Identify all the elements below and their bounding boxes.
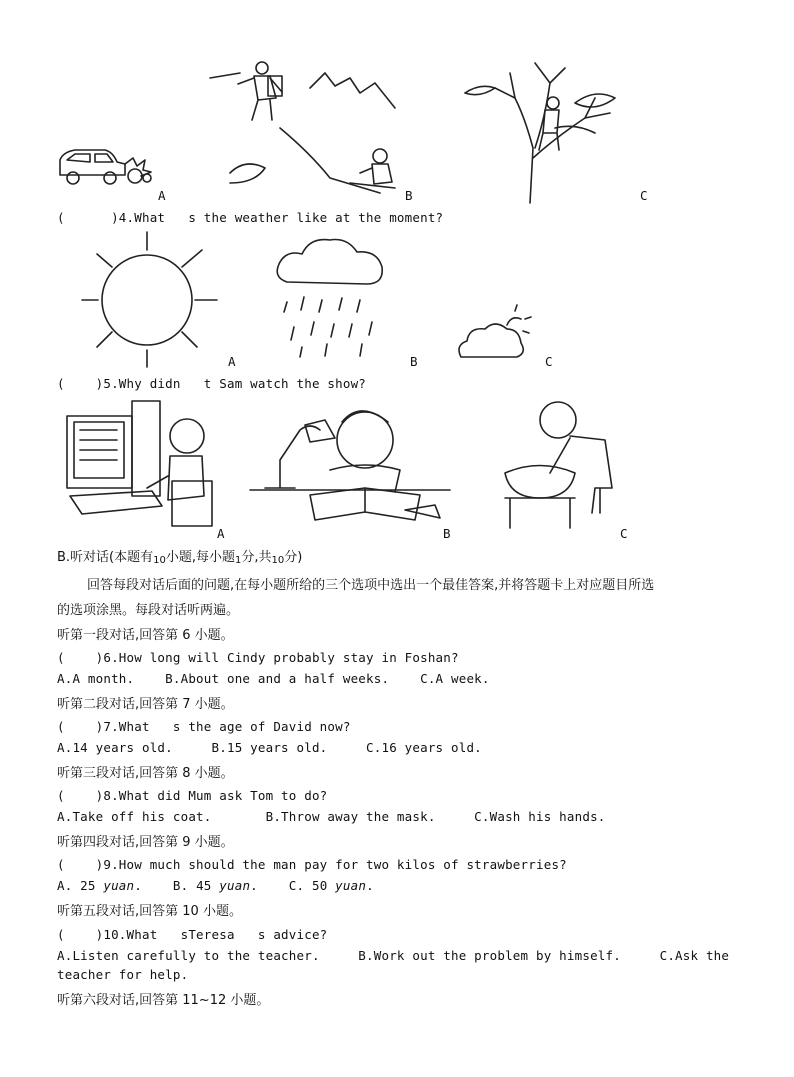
dialogue-5-heading: 听第五段对话,回答第 10 小题。	[57, 904, 242, 919]
q10-options-line-2: teacher for help.	[57, 967, 189, 982]
q4-option-c: C	[545, 354, 553, 369]
q4-option-b: B	[410, 354, 418, 369]
q4-option-a: A	[228, 354, 236, 369]
q9-option-a: A. 25	[57, 878, 104, 893]
dialogue-4-heading: 听第四段对话,回答第 9 小题。	[57, 835, 234, 850]
partly-cloudy-icon	[455, 305, 535, 365]
section-b-mid2: 分,共	[241, 550, 272, 565]
q4-question: ( )4.What s the weather like at the moment?	[57, 210, 444, 225]
q6-question: ( )6.How long will Cindy probably stay in Foshan?	[57, 650, 459, 665]
q5-option-a: A	[217, 526, 225, 541]
q9-options	[57, 878, 374, 893]
section-b-instruction-1: 回答每段对话后面的问题,在每小题所给的三个选项中选出一个最佳答案,并将答题卡上对应题目所选	[87, 578, 655, 593]
boy-at-computer-icon	[62, 396, 222, 538]
q9-unit-a: yuan	[103, 878, 135, 893]
sun-icon	[62, 232, 222, 367]
section-b-prefix: B.听对话(本题有	[57, 550, 154, 565]
q3-option-c: C	[640, 188, 648, 203]
q8-options: A.Take off his coat. B.Throw away the mask. C.Wash his hands.	[57, 809, 606, 824]
q8-question: ( )8.What did Mum ask Tom to do?	[57, 788, 328, 803]
rain-cloud-icon	[272, 232, 387, 362]
section-b-count: 10	[153, 555, 166, 566]
dialogue-1-heading: 听第一段对话,回答第 6 小题。	[57, 628, 234, 643]
q9-unit-c: yuan	[335, 878, 367, 893]
q10-options-line-1: A.Listen carefully to the teacher. B.Work out the problem by himself. C.Ask the	[57, 948, 730, 963]
q7-question: ( )7.What s the age of David now?	[57, 719, 351, 734]
q7-options: A.14 years old. B.15 years old. C.16 years old.	[57, 740, 482, 755]
q5-option-b: B	[443, 526, 451, 541]
q10-question: ( )10.What sTeresa s advice?	[57, 927, 328, 942]
q6-options: A.A month. B.About one and a half weeks. C.A week.	[57, 671, 490, 686]
q9-dot-c: .	[366, 878, 374, 893]
section-b-total: 10	[271, 555, 285, 566]
dialogue-6-heading: 听第六段对话,回答第 11~12 小题。	[57, 993, 270, 1008]
boy-washing-clothes-icon	[500, 398, 620, 533]
q9-dot-b: .	[250, 878, 258, 893]
dialogue-3-heading: 听第三段对话,回答第 8 小题。	[57, 766, 234, 781]
section-b-instruction-2: 的选项涂黑。每段对话听两遍。	[57, 603, 240, 618]
q9-unit-b: yuan	[219, 878, 251, 893]
q9-dot-a: .	[134, 878, 142, 893]
q5-question: ( )5.Why didn t Sam watch the show?	[57, 376, 367, 391]
dialogue-2-heading: 听第二段对话,回答第 7 小题。	[57, 697, 234, 712]
car-crash-icon	[55, 140, 155, 190]
section-b-title	[57, 546, 302, 565]
q9-option-b: B. 45	[142, 878, 220, 893]
boy-climbing-tree-icon	[455, 58, 625, 203]
q5-option-c: C	[620, 526, 628, 541]
boy-doing-homework-icon	[250, 400, 450, 525]
q9-question: ( )9.How much should the man pay for two kilos of strawberries?	[57, 857, 567, 872]
mountain-climbers-icon	[210, 58, 410, 198]
q9-option-c: C. 50	[257, 878, 336, 893]
section-b-suffix: 分)	[284, 550, 303, 565]
section-b-mid: 小题,每小题	[165, 550, 235, 565]
q3-option-a: A	[158, 188, 166, 203]
q3-option-b: B	[405, 188, 413, 203]
section-b-points: 1	[235, 555, 242, 566]
